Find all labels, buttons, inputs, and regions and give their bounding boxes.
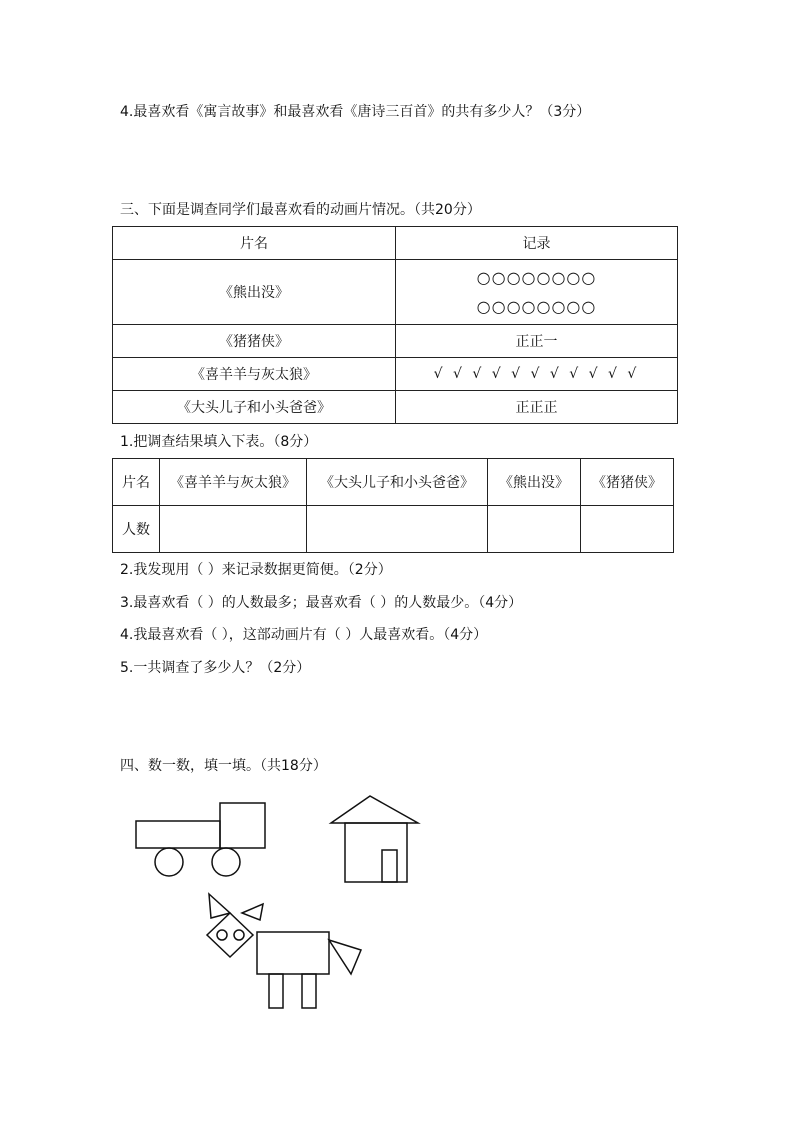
question-5: 5.一共调查了多少人？（2分） (120, 660, 311, 676)
row-record: √ √ √ √ √ √ √ √ √ √ √ (396, 358, 678, 391)
animal-eye-right (234, 930, 244, 940)
truck-wheel-left (155, 848, 183, 876)
truck-body (136, 821, 220, 848)
animal-figure (207, 894, 361, 1008)
cell-title: 《猪猪侠》 (581, 459, 674, 506)
animal-ear-right (242, 904, 263, 920)
cell-title: 《喜羊羊与灰太狼》 (160, 459, 307, 506)
header-cell-record: 记录 (396, 227, 678, 260)
row-name: 《猪猪侠》 (113, 325, 396, 358)
cell-label: 人数 (113, 506, 160, 553)
truck-figure (136, 803, 265, 876)
animal-eye-left (217, 930, 227, 940)
row-record: 正正正 (396, 391, 678, 424)
truck-cab (220, 803, 265, 848)
section-4-title: 四、数一数，填一填。（共18分） (120, 758, 327, 774)
cell-title: 《大头儿子和小头爸爸》 (307, 459, 488, 506)
section-3-title: 三、下面是调查同学们最喜欢看的动画片情况。（共20分） (120, 202, 481, 218)
animal-ear-left (209, 894, 230, 918)
row-name: 《熊出没》 (113, 260, 396, 325)
animal-body (257, 932, 329, 974)
row-record: 正正一 (396, 325, 678, 358)
truck-wheel-right (212, 848, 240, 876)
house-door (382, 850, 397, 882)
animal-leg-left (269, 974, 283, 1008)
question-1: 1.把调查结果填入下表。（8分） (120, 434, 318, 450)
row-name: 《大头儿子和小头爸爸》 (113, 391, 396, 424)
cell-label: 片名 (113, 459, 160, 506)
cell-title: 《熊出没》 (488, 459, 581, 506)
question-3: 3.最喜欢看（ ）的人数最多；最喜欢看（ ）的人数最少。（4分） (120, 595, 523, 611)
question-4: 4.我最喜欢看（ ），这部动画片有（ ）人最喜欢看。（4分） (120, 627, 488, 643)
animal-head (207, 913, 253, 957)
row-name: 《喜羊羊与灰太狼》 (113, 358, 396, 391)
question-4-previous: 4.最喜欢看《寓言故事》和最喜欢看《唐诗三百首》的共有多少人？（3分） (120, 104, 591, 120)
question-2: 2.我发现用（ ）来记录数据更简便。（2分） (120, 562, 392, 578)
house-roof (331, 796, 418, 823)
animal-leg-right (302, 974, 316, 1008)
house-figure (331, 796, 418, 882)
record-circles-line: ○○○○○○○○ (476, 268, 597, 287)
header-cell-name: 片名 (113, 227, 396, 260)
animal-tail (329, 940, 361, 974)
record-circles-line: ○○○○○○○○ (476, 297, 597, 316)
